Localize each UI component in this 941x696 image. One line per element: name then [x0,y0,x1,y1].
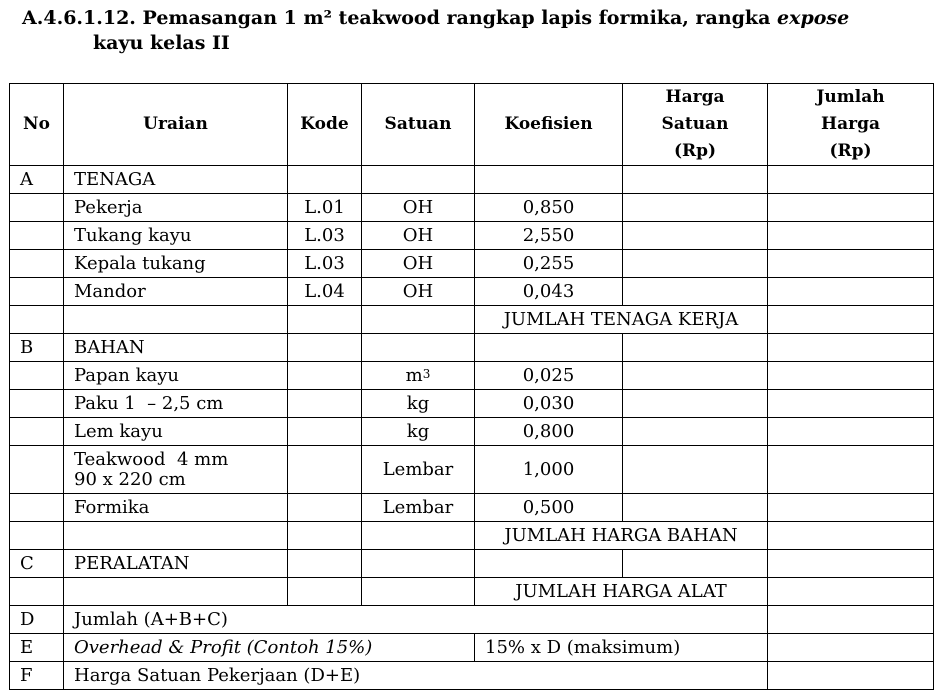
header-harga-satuan: Harga Satuan (Rp) [623,84,768,166]
satuan-cell: OH [362,222,475,250]
title-line2: kayu kelas II [93,32,230,54]
section-label: TENAGA [64,166,288,194]
kode-cell: L.04 [288,278,362,306]
summary-label: Harga Satuan Pekerjaan (D+E) [64,662,768,690]
koefisien-cell: 0,025 [475,362,623,390]
header-satuan: Satuan [362,84,475,166]
satuan-cell: Lembar [362,494,475,522]
header-jumlah-harga: Jumlah Harga (Rp) [768,84,934,166]
header-uraian: Uraian [64,84,288,166]
uraian-cell: Tukang kayu [64,222,288,250]
uraian-cell: Teakwood 4 mm 90 x 220 cm [64,446,288,494]
uraian-cell: Kepala tukang [64,250,288,278]
summary-no: D [10,606,64,634]
title-text: Pemasangan 1 m² teakwood rangkap lapis formika, rangka [142,7,771,29]
koefisien-cell: 0,500 [475,494,623,522]
uraian-cell: Lem kayu [64,418,288,446]
table-row [10,250,934,278]
kode-cell: L.03 [288,222,362,250]
summary-row-e [10,634,934,662]
total-row-tenaga [10,306,934,334]
kode-cell: L.01 [288,194,362,222]
satuan-cell: kg [362,390,475,418]
koefisien-cell: 0,043 [475,278,623,306]
summary-label: Overhead & Profit (Contoh 15%) [64,634,475,662]
koefisien-cell: 1,000 [475,446,623,494]
satuan-cell: OH [362,194,475,222]
header-koefisien: Koefisien [475,84,623,166]
uraian-cell: Paku 1 – 2,5 cm [64,390,288,418]
uraian-cell: Papan kayu [64,362,288,390]
section-no: C [10,550,64,578]
summary-label: Jumlah (A+B+C) [64,606,768,634]
header-row [10,84,934,166]
table-row [10,278,934,306]
kode-cell: L.03 [288,250,362,278]
satuan-cell: Lembar [362,446,475,494]
table-row [10,494,934,522]
summary-no: F [10,662,64,690]
uraian-cell: Pekerja [64,194,288,222]
header-kode: Kode [288,84,362,166]
uraian-cell: Formika [64,494,288,522]
title-number: A.4.6.1.12. [22,7,136,29]
header-no: No [10,84,64,166]
koefisien-cell: 0,800 [475,418,623,446]
summary-row-f [10,662,934,690]
table-row [10,362,934,390]
satuan-cell: kg [362,418,475,446]
section-row-c [10,550,934,578]
summary-value: 15% x D (maksimum) [475,634,768,662]
analysis-table [9,83,934,690]
table-row [10,446,934,494]
total-tenaga-label: JUMLAH TENAGA KERJA [475,306,768,334]
section-label: BAHAN [64,334,288,362]
total-alat-label: JUMLAH HARGA ALAT [475,578,768,606]
section-no: B [10,334,64,362]
table-row [10,418,934,446]
section-no: A [10,166,64,194]
satuan-cell: OH [362,250,475,278]
koefisien-cell: 0,850 [475,194,623,222]
koefisien-cell: 0,030 [475,390,623,418]
table-row [10,390,934,418]
title-italic: expose [777,7,850,29]
total-bahan-label: JUMLAH HARGA BAHAN [475,522,768,550]
page-title [22,6,927,56]
section-label: PERALATAN [64,550,288,578]
summary-no: E [10,634,64,662]
total-row-alat [10,578,934,606]
table-row [10,194,934,222]
summary-row-d [10,606,934,634]
section-row-a [10,166,934,194]
koefisien-cell: 2,550 [475,222,623,250]
total-row-bahan [10,522,934,550]
section-row-b [10,334,934,362]
table-row [10,222,934,250]
satuan-cell: OH [362,278,475,306]
satuan-cell: $m^3$ [362,362,475,390]
koefisien-cell: 0,255 [475,250,623,278]
uraian-cell: Mandor [64,278,288,306]
